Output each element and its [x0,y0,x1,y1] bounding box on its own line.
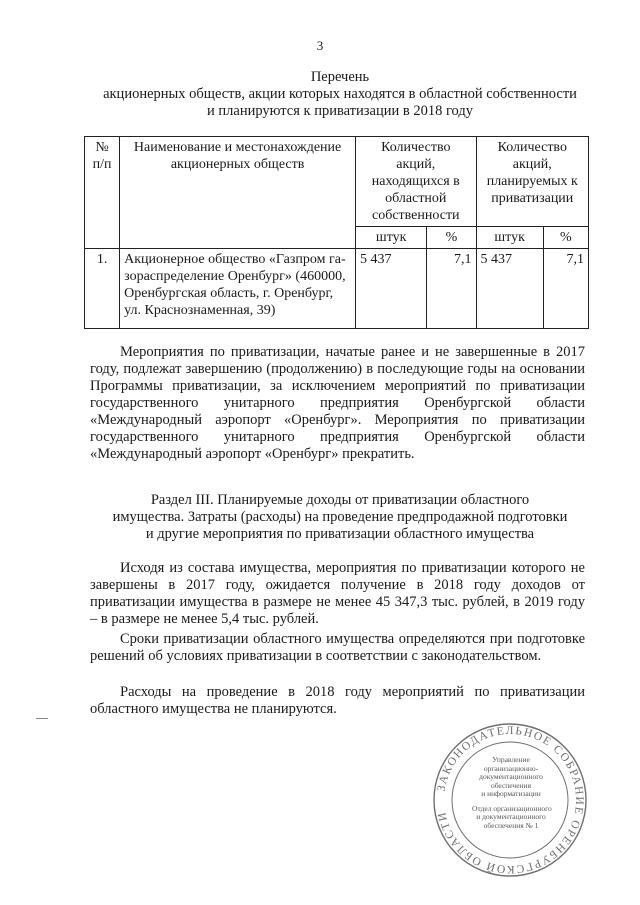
official-seal [430,720,590,880]
section-title-line-2: имущества. Затраты (расходы) на проведение предпродажной подготовки [112,509,568,525]
section-title-line-1: Раздел III. Планируемые доходы от приватизации областного [150,492,530,508]
table-header-row [85,137,589,227]
document-title [80,69,600,120]
page-number: 3 [316,38,324,53]
paragraph-4: Расходы на проведение в 2018 году мероприятий по приватизации областного имущества не планируются. [90,684,585,717]
header-num: № п/п [85,137,120,249]
subheader-planned-percent: % [543,227,588,249]
subheader-held-percent: % [427,227,476,249]
row-planned-percent: 7,1 [543,249,588,329]
paragraph-1: Мероприятия по приватизации, начатые ранее и не завершенные в 2017 году, подлежат завершению (продолжению) в последующие годы на основании Программы приватизации, за исключением мероприятий по приватизации государственного унитарного предприятия Оренбургской области «Международный аэропорт «Оренбург». Мероприятия по приватизации государственного унитарного предприятия Оренбургской области «Международный аэропорт «Оренбург» прекратить. [90,344,585,462]
row-planned-units: 5 437 [476,249,543,329]
table-row [85,249,589,329]
seal-ring-text: ЗАКОНОДАТЕЛЬНОЕ СОБРАНИЕ ОРЕНБУРГСКОЙ ОБЛАСТИ [435,724,586,876]
header-held: Количество акций, находящихся в областной собственности [356,137,476,227]
row-name: Акционерное общество «Газпром га- зораспределение Оренбург» (460000, Оренбургская область, г. Оренбург, ул. Краснознаменная, 39) [120,249,356,329]
paragraph-3: Сроки приватизации областного имущества определяются при подготовке решений об условиях приватизации в соответствии с законодательством. [90,631,585,664]
row-held-percent: 7,1 [427,249,476,329]
seal-inner-text: Управление организационно- документационного обеспечения и информатизации Отдел организационного и документационного обеспечения № 1 [472,755,552,830]
section-title-line-3: и другие мероприятия по приватизации областного имущества [145,526,535,542]
title-line-3: и планируются к приватизации в 2018 году [207,103,473,119]
subheader-planned-units: штук [476,227,543,249]
margin-mark [36,718,48,719]
title-line-1: Перечень [310,69,370,85]
title-line-2: акционерных обществ, акции которых находятся в областной собственности [103,86,577,102]
row-num: 1. [85,249,120,329]
paragraph-2: Исходя из состава имущества, мероприятия по приватизации которого не завершены в 2017 году, ожидается получение в 2018 году доходов от приватизации имущества в размере не менее 45 347,3 тыс. рублей, в 2019 году – в размере не менее 5,4 тыс. рублей. [90,560,585,627]
shares-table [84,136,589,329]
header-planned: Количество акций, планируемых к приватизации [476,137,588,227]
section-title [80,492,600,543]
subheader-held-units: штук [356,227,427,249]
row-held-units: 5 437 [356,249,427,329]
header-name: Наименование и местонахождение акционерных обществ [120,137,356,249]
